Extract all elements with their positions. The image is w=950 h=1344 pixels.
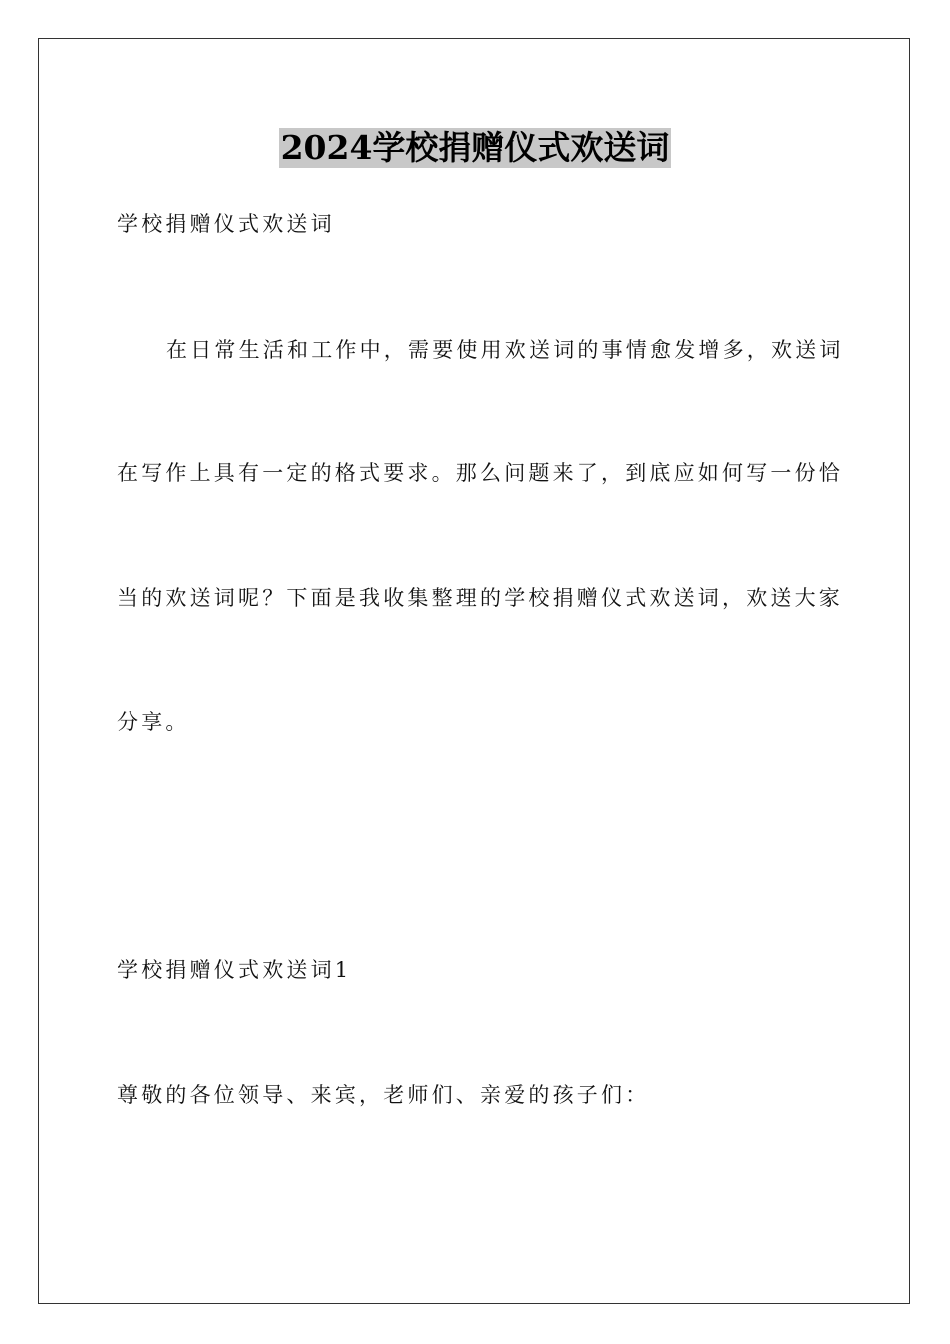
intro-line-2: 在写作上具有一定的格式要求。那么问题来了，到底应如何写一份恰 <box>117 461 843 485</box>
document-subtitle: 学校捐赠仪式欢送词 <box>117 212 335 236</box>
intro-line-4: 分享。 <box>117 710 190 734</box>
intro-line-3: 当的欢送词呢？下面是我收集整理的学校捐赠仪式欢送词，欢送大家 <box>117 586 843 610</box>
intro-line-1: 在日常生活和工作中，需要使用欢送词的事情愈发增多，欢送词 <box>166 338 844 362</box>
title-container <box>0 128 950 168</box>
section-heading: 学校捐赠仪式欢送词1 <box>117 958 352 982</box>
salutation: 尊敬的各位领导、来宾，老师们、亲爱的孩子们： <box>117 1083 650 1107</box>
document-title: 2024学校捐赠仪式欢送词 <box>280 128 670 167</box>
